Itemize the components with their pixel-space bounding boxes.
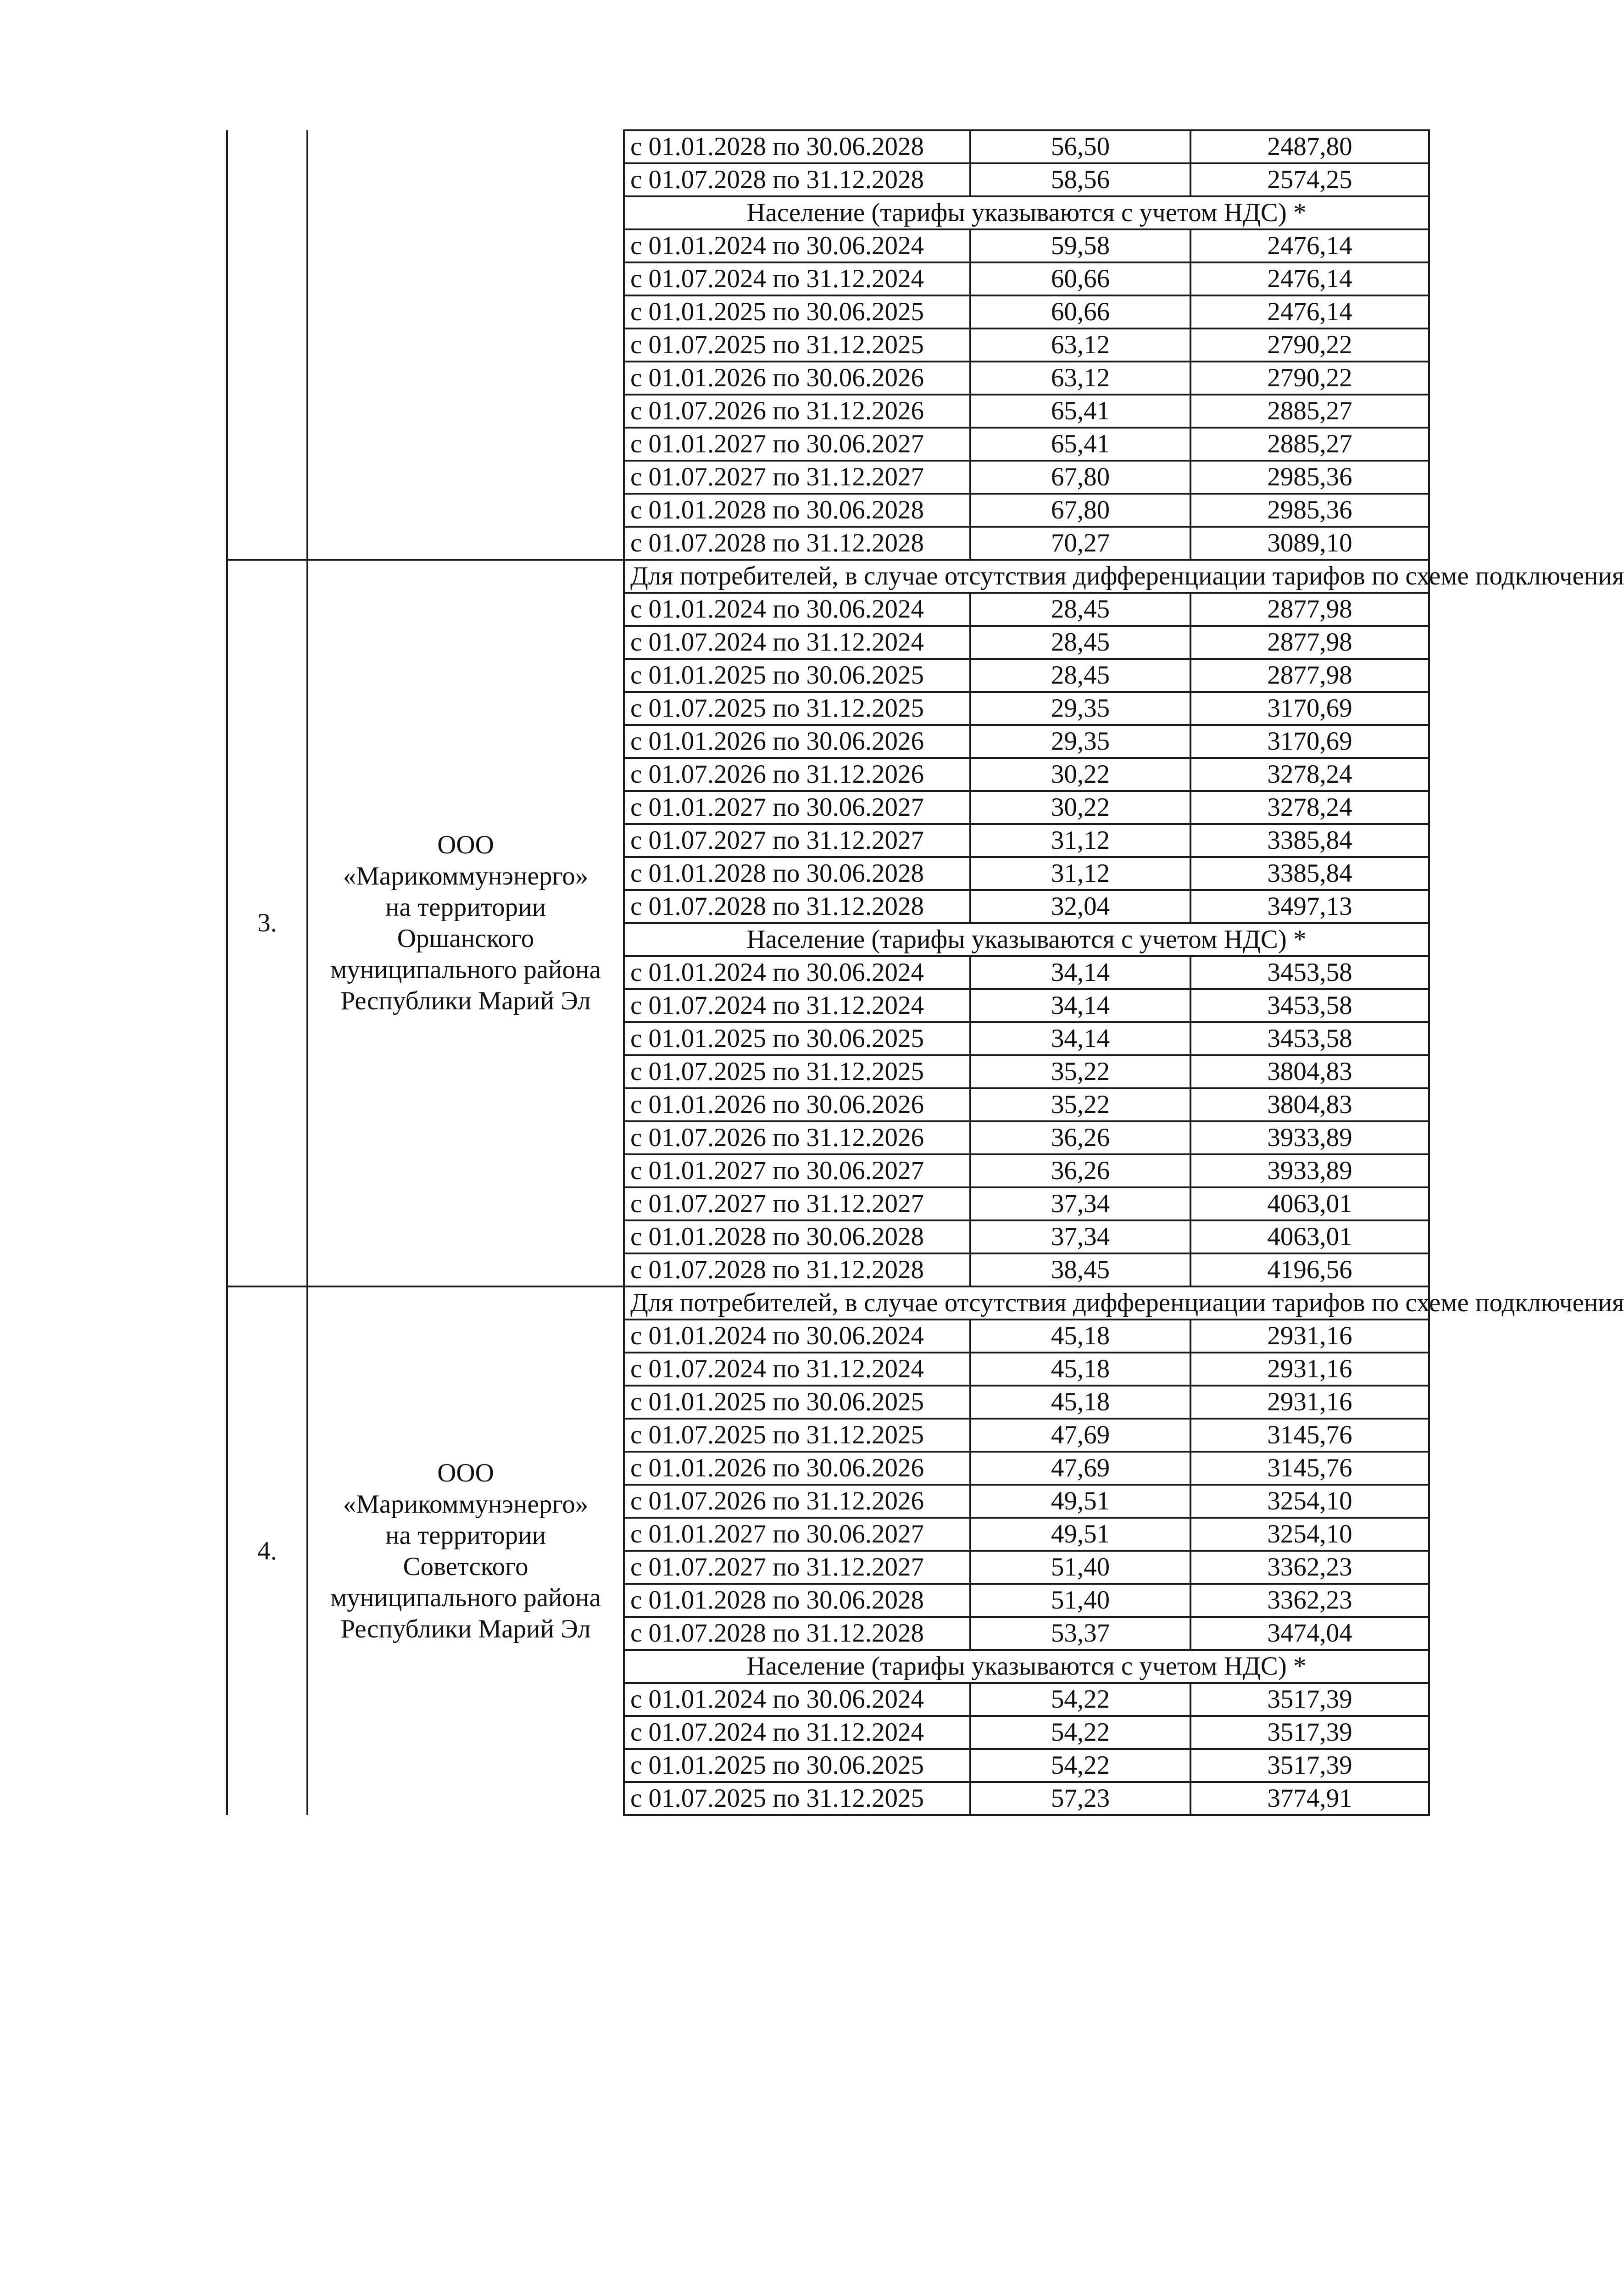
tariff-value-cell: 3453,58 (1190, 956, 1429, 989)
tariff-value-cell: 2877,98 (1190, 626, 1429, 659)
tariff-value-cell: 49,51 (970, 1485, 1190, 1518)
tariff-value-cell: 38,45 (970, 1253, 1190, 1286)
period-cell: с 01.07.2024 по 31.12.2024 (624, 1716, 970, 1749)
tariff-value-cell: 2877,98 (1190, 593, 1429, 626)
table-row (227, 1286, 1429, 1320)
period-cell: с 01.01.2027 по 30.06.2027 (624, 791, 970, 824)
period-cell: с 01.01.2025 по 30.06.2025 (624, 1022, 970, 1055)
tariff-value-cell: 35,22 (970, 1055, 1190, 1088)
tariff-value-cell: 30,22 (970, 758, 1190, 791)
tariff-value-cell: 29,35 (970, 692, 1190, 725)
tariff-value-cell: 45,18 (970, 1386, 1190, 1419)
period-cell: с 01.01.2026 по 30.06.2026 (624, 362, 970, 395)
tariff-value-cell: 3278,24 (1190, 758, 1429, 791)
organization-name-line: «Марикоммунэнерго» (343, 1490, 589, 1519)
organization-name-line: ООО (437, 830, 494, 859)
tariff-value-cell: 35,22 (970, 1088, 1190, 1121)
tariff-value-cell: 3254,10 (1190, 1518, 1429, 1551)
period-cell: с 01.07.2025 по 31.12.2025 (624, 1055, 970, 1088)
tariff-value-cell: 45,18 (970, 1320, 1190, 1353)
organization-name-line: «Марикоммунэнерго» (343, 862, 589, 891)
tariff-value-cell: 58,56 (970, 163, 1190, 196)
tariff-value-cell: 3362,23 (1190, 1551, 1429, 1584)
period-cell: с 01.07.2024 по 31.12.2024 (624, 262, 970, 295)
tariff-value-cell: 3497,13 (1190, 890, 1429, 923)
organization-name-line: Республики Марий Эл (340, 986, 591, 1015)
tariff-value-cell: 3278,24 (1190, 791, 1429, 824)
tariff-value-cell: 2885,27 (1190, 428, 1429, 461)
tariff-value-cell: 67,80 (970, 494, 1190, 527)
period-cell: с 01.07.2024 по 31.12.2024 (624, 626, 970, 659)
tariff-value-cell: 63,12 (970, 329, 1190, 362)
period-cell: с 01.07.2026 по 31.12.2026 (624, 758, 970, 791)
period-cell: с 01.07.2027 по 31.12.2027 (624, 1551, 970, 1584)
period-cell: с 01.07.2027 по 31.12.2027 (624, 461, 970, 494)
tariff-value-cell: 54,22 (970, 1716, 1190, 1749)
tariff-value-cell: 2574,25 (1190, 163, 1429, 196)
period-cell: с 01.01.2024 по 30.06.2024 (624, 593, 970, 626)
tariff-value-cell: 51,40 (970, 1551, 1190, 1584)
period-cell: с 01.07.2026 по 31.12.2026 (624, 1121, 970, 1154)
population-header: Население (тарифы указываются с учетом НДС) * (624, 923, 1429, 956)
tariff-value-cell: 3385,84 (1190, 857, 1429, 890)
period-cell: с 01.07.2028 по 31.12.2028 (624, 1617, 970, 1650)
tariff-value-cell: 47,69 (970, 1419, 1190, 1452)
tariff-value-cell: 3089,10 (1190, 527, 1429, 560)
organization-name-line: Республики Марий Эл (340, 1615, 591, 1643)
tariff-value-cell: 3145,76 (1190, 1419, 1429, 1452)
period-cell: с 01.01.2025 по 30.06.2025 (624, 659, 970, 692)
tariff-value-cell: 3362,23 (1190, 1584, 1429, 1617)
tariff-value-cell: 3774,91 (1190, 1782, 1429, 1815)
tariff-value-cell: 3254,10 (1190, 1485, 1429, 1518)
organization-name-line: на территории (385, 893, 546, 922)
tariff-value-cell: 2476,14 (1190, 229, 1429, 262)
tariff-value-cell: 4063,01 (1190, 1187, 1429, 1220)
period-cell: с 01.01.2024 по 30.06.2024 (624, 1320, 970, 1353)
table-row (227, 130, 1429, 163)
tariff-value-cell: 3170,69 (1190, 692, 1429, 725)
tariff-value-cell: 63,12 (970, 362, 1190, 395)
tariff-value-cell: 2476,14 (1190, 262, 1429, 295)
period-cell: с 01.07.2025 по 31.12.2025 (624, 692, 970, 725)
organization-name-line: муниципального района (330, 955, 601, 984)
population-header: Население (тарифы указываются с учетом НДС) * (624, 196, 1429, 229)
row-number: 3. (227, 560, 307, 1286)
period-cell: с 01.07.2027 по 31.12.2027 (624, 1187, 970, 1220)
period-cell: с 01.07.2028 по 31.12.2028 (624, 527, 970, 560)
period-cell: с 01.01.2028 по 30.06.2028 (624, 1584, 970, 1617)
organization-name-line: ООО (437, 1459, 494, 1487)
tariff-value-cell: 3517,39 (1190, 1749, 1429, 1782)
tariff-value-cell: 2931,16 (1190, 1320, 1429, 1353)
tariff-value-cell: 3804,83 (1190, 1055, 1429, 1088)
tariff-value-cell: 3933,89 (1190, 1154, 1429, 1187)
tariff-value-cell: 47,69 (970, 1452, 1190, 1485)
period-cell: с 01.01.2027 по 30.06.2027 (624, 1518, 970, 1551)
tariff-value-cell: 65,41 (970, 428, 1190, 461)
tariff-value-cell: 3933,89 (1190, 1121, 1429, 1154)
tariff-value-cell: 3453,58 (1190, 1022, 1429, 1055)
period-cell: с 01.01.2028 по 30.06.2028 (624, 1220, 970, 1253)
tariff-value-cell: 2487,80 (1190, 130, 1429, 163)
tariff-value-cell: 2790,22 (1190, 329, 1429, 362)
tariff-value-cell: 37,34 (970, 1220, 1190, 1253)
organization-name-line: на территории (385, 1521, 546, 1550)
tariff-table-body (227, 130, 1624, 1815)
tariff-value-cell: 53,37 (970, 1617, 1190, 1650)
tariff-value-cell: 4196,56 (1190, 1253, 1429, 1286)
period-cell: с 01.07.2028 по 31.12.2028 (624, 163, 970, 196)
tariff-value-cell: 32,04 (970, 890, 1190, 923)
period-cell: с 01.07.2028 по 31.12.2028 (624, 890, 970, 923)
period-cell: с 01.01.2026 по 30.06.2026 (624, 725, 970, 758)
tariff-value-cell: 34,14 (970, 989, 1190, 1022)
organization-name (307, 1286, 624, 1815)
organization-name (307, 560, 624, 1286)
tariff-value-cell: 2985,36 (1190, 494, 1429, 527)
tariff-value-cell: 28,45 (970, 593, 1190, 626)
period-cell: с 01.01.2024 по 30.06.2024 (624, 1683, 970, 1716)
tariff-value-cell: 29,35 (970, 725, 1190, 758)
tariff-value-cell: 60,66 (970, 262, 1190, 295)
period-cell: с 01.07.2026 по 31.12.2026 (624, 1485, 970, 1518)
period-cell: с 01.01.2024 по 30.06.2024 (624, 229, 970, 262)
continued-number-cell (227, 130, 307, 560)
tariff-value-cell: 54,22 (970, 1683, 1190, 1716)
period-cell: с 01.01.2028 по 30.06.2028 (624, 494, 970, 527)
tariff-value-cell: 4063,01 (1190, 1220, 1429, 1253)
tariff-value-cell: 56,50 (970, 130, 1190, 163)
row-number: 4. (227, 1286, 307, 1815)
tariff-value-cell: 3170,69 (1190, 725, 1429, 758)
tariff-value-cell: 31,12 (970, 824, 1190, 857)
organization-name-line: муниципального района (330, 1583, 601, 1612)
tariff-value-cell: 34,14 (970, 956, 1190, 989)
consumers-header: Для потребителей, в случае отсутствия дифференциации тарифов по схеме подключения (624, 1286, 1429, 1320)
period-cell: с 01.07.2028 по 31.12.2028 (624, 1253, 970, 1286)
tariff-value-cell: 2885,27 (1190, 395, 1429, 428)
tariff-value-cell: 36,26 (970, 1121, 1190, 1154)
tariff-value-cell: 70,27 (970, 527, 1190, 560)
period-cell: с 01.01.2028 по 30.06.2028 (624, 130, 970, 163)
tariff-value-cell: 59,58 (970, 229, 1190, 262)
tariff-value-cell: 60,66 (970, 295, 1190, 329)
tariff-value-cell: 65,41 (970, 395, 1190, 428)
tariff-value-cell: 57,23 (970, 1782, 1190, 1815)
tariff-value-cell: 3385,84 (1190, 824, 1429, 857)
period-cell: с 01.07.2025 по 31.12.2025 (624, 1782, 970, 1815)
tariff-value-cell: 2790,22 (1190, 362, 1429, 395)
period-cell: с 01.01.2024 по 30.06.2024 (624, 956, 970, 989)
tariff-value-cell: 3145,76 (1190, 1452, 1429, 1485)
period-cell: с 01.01.2025 по 30.06.2025 (624, 295, 970, 329)
tariff-value-cell: 51,40 (970, 1584, 1190, 1617)
tariff-value-cell: 28,45 (970, 659, 1190, 692)
period-cell: с 01.07.2027 по 31.12.2027 (624, 824, 970, 857)
tariff-value-cell: 2985,36 (1190, 461, 1429, 494)
population-header: Население (тарифы указываются с учетом НДС) * (624, 1650, 1429, 1683)
period-cell: с 01.01.2025 по 30.06.2025 (624, 1749, 970, 1782)
organization-name-line: Советского (403, 1552, 528, 1581)
continued-organization-cell (307, 130, 624, 560)
tariff-value-cell: 67,80 (970, 461, 1190, 494)
tariff-value-cell: 54,22 (970, 1749, 1190, 1782)
period-cell: с 01.07.2024 по 31.12.2024 (624, 989, 970, 1022)
tariff-value-cell: 31,12 (970, 857, 1190, 890)
tariff-value-cell: 3517,39 (1190, 1716, 1429, 1749)
period-cell: с 01.07.2026 по 31.12.2026 (624, 395, 970, 428)
period-cell: с 01.07.2025 по 31.12.2025 (624, 1419, 970, 1452)
tariff-value-cell: 28,45 (970, 626, 1190, 659)
period-cell: с 01.01.2026 по 30.06.2026 (624, 1452, 970, 1485)
period-cell: с 01.01.2025 по 30.06.2025 (624, 1386, 970, 1419)
organization-name-line: Оршанского (397, 924, 534, 953)
tariff-value-cell: 3517,39 (1190, 1683, 1429, 1716)
tariff-value-cell: 3474,04 (1190, 1617, 1429, 1650)
period-cell: с 01.01.2027 по 30.06.2027 (624, 1154, 970, 1187)
tariff-value-cell: 45,18 (970, 1353, 1190, 1386)
tariff-value-cell: 34,14 (970, 1022, 1190, 1055)
tariff-value-cell: 37,34 (970, 1187, 1190, 1220)
consumers-header: Для потребителей, в случае отсутствия дифференциации тарифов по схеме подключения (624, 560, 1429, 593)
tariff-value-cell: 2476,14 (1190, 295, 1429, 329)
period-cell: с 01.07.2024 по 31.12.2024 (624, 1353, 970, 1386)
period-cell: с 01.07.2025 по 31.12.2025 (624, 329, 970, 362)
tariff-value-cell: 30,22 (970, 791, 1190, 824)
tariff-table (226, 129, 1624, 1816)
period-cell: с 01.01.2027 по 30.06.2027 (624, 428, 970, 461)
tariff-value-cell: 2931,16 (1190, 1386, 1429, 1419)
tariff-value-cell: 36,26 (970, 1154, 1190, 1187)
period-cell: с 01.01.2028 по 30.06.2028 (624, 857, 970, 890)
tariff-value-cell: 3804,83 (1190, 1088, 1429, 1121)
tariff-value-cell: 2877,98 (1190, 659, 1429, 692)
tariff-value-cell: 49,51 (970, 1518, 1190, 1551)
tariff-value-cell: 3453,58 (1190, 989, 1429, 1022)
period-cell: с 01.01.2026 по 30.06.2026 (624, 1088, 970, 1121)
table-row (227, 560, 1429, 593)
tariff-value-cell: 2931,16 (1190, 1353, 1429, 1386)
